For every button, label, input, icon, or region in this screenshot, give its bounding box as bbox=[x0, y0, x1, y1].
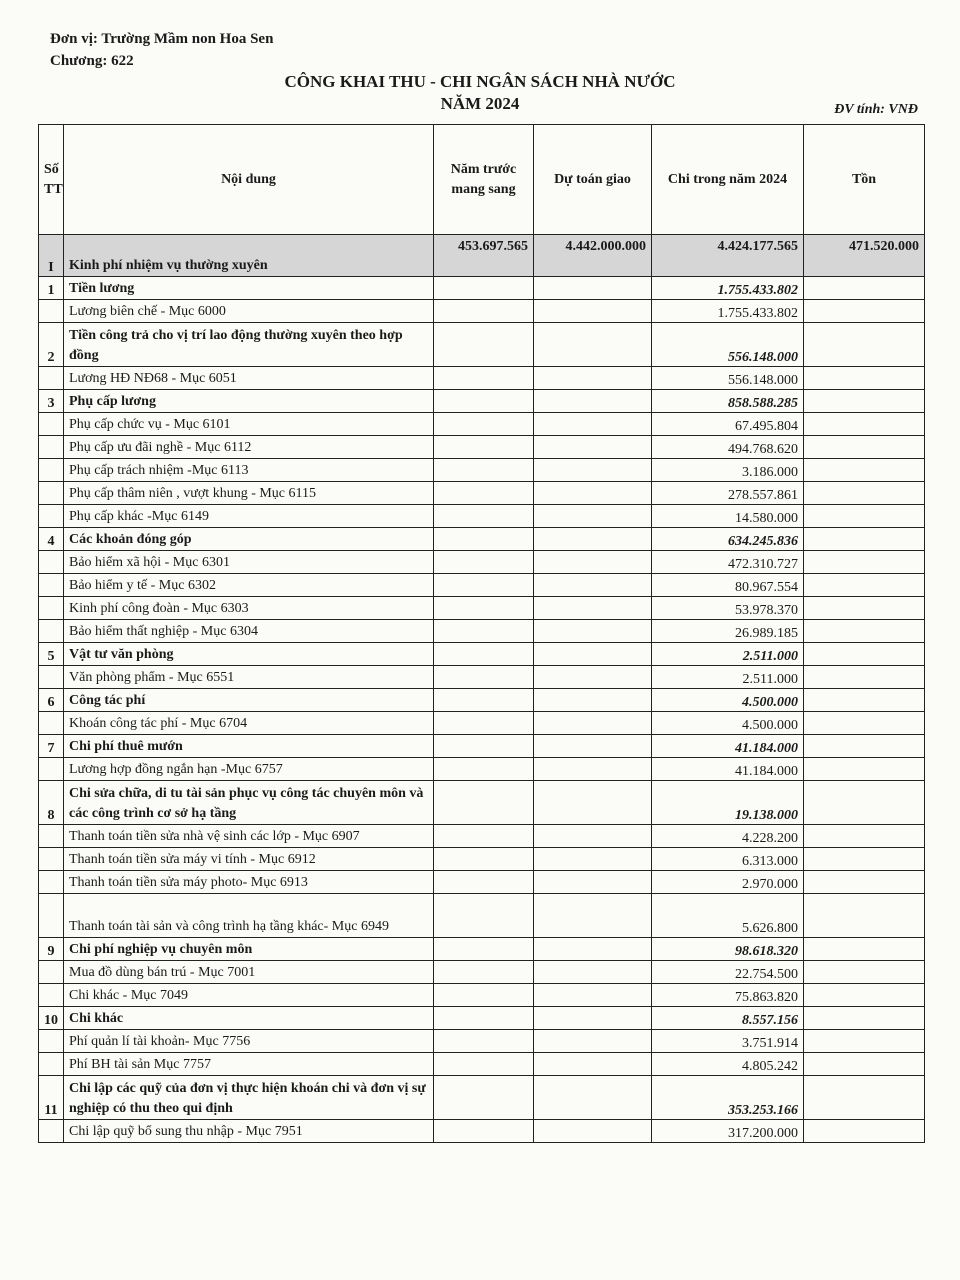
row-estimate bbox=[534, 825, 652, 848]
row-prev-year bbox=[434, 871, 534, 894]
row-content: Tiền công trả cho vị trí lao động thường xuyên theo hợp đồng bbox=[64, 323, 434, 367]
row-prev-year bbox=[434, 825, 534, 848]
row-stt bbox=[39, 482, 64, 505]
row-stt: 4 bbox=[39, 528, 64, 551]
row-stt bbox=[39, 712, 64, 735]
row-content: Chi sửa chữa, di tu tài sản phục vụ công tác chuyên môn và các công trình cơ sở hạ tầng bbox=[64, 781, 434, 825]
row-amount: 4.500.000 bbox=[652, 712, 804, 735]
row-balance bbox=[804, 825, 925, 848]
row-prev-year bbox=[434, 436, 534, 459]
row-balance bbox=[804, 689, 925, 712]
section-stt: I bbox=[39, 235, 64, 277]
section-row bbox=[39, 235, 925, 277]
row-content: Lương biên chế - Mục 6000 bbox=[64, 300, 434, 323]
row-estimate bbox=[534, 413, 652, 436]
row-balance bbox=[804, 551, 925, 574]
col-header-spent: Chi trong năm 2024 bbox=[652, 125, 804, 235]
row-amount: 4.805.242 bbox=[652, 1053, 804, 1076]
section-content: Kinh phí nhiệm vụ thường xuyên bbox=[64, 235, 434, 277]
row-content: Phụ cấp lương bbox=[64, 390, 434, 413]
row-amount: 556.148.000 bbox=[652, 367, 804, 390]
row-estimate bbox=[534, 666, 652, 689]
row-balance bbox=[804, 1120, 925, 1143]
currency-unit: ĐV tính: VNĐ bbox=[834, 102, 918, 117]
row-stt bbox=[39, 871, 64, 894]
table-row bbox=[39, 367, 925, 390]
row-amount: 3.751.914 bbox=[652, 1030, 804, 1053]
row-content: Chi phí nghiệp vụ chuyên môn bbox=[64, 938, 434, 961]
row-balance bbox=[804, 367, 925, 390]
row-content: Chi phí thuê mướn bbox=[64, 735, 434, 758]
row-stt: 11 bbox=[39, 1076, 64, 1120]
row-estimate bbox=[534, 758, 652, 781]
row-prev-year bbox=[434, 367, 534, 390]
row-estimate bbox=[534, 848, 652, 871]
row-balance bbox=[804, 848, 925, 871]
row-amount: 472.310.727 bbox=[652, 551, 804, 574]
table-header-row bbox=[39, 125, 925, 235]
col-header-stt: Số TT bbox=[39, 125, 64, 235]
row-amount: 278.557.861 bbox=[652, 482, 804, 505]
table-row bbox=[39, 413, 925, 436]
row-prev-year bbox=[434, 961, 534, 984]
table-row bbox=[39, 459, 925, 482]
table-row bbox=[39, 436, 925, 459]
table-row bbox=[39, 848, 925, 871]
row-balance bbox=[804, 390, 925, 413]
table-row bbox=[39, 551, 925, 574]
row-balance bbox=[804, 758, 925, 781]
row-content: Phụ cấp ưu đãi nghề - Mục 6112 bbox=[64, 436, 434, 459]
row-estimate bbox=[534, 1053, 652, 1076]
row-stt: 7 bbox=[39, 735, 64, 758]
col-header-prev-year: Năm trước mang sang bbox=[434, 125, 534, 235]
row-content: Các khoản đóng góp bbox=[64, 528, 434, 551]
table-row bbox=[39, 666, 925, 689]
row-estimate bbox=[534, 643, 652, 666]
row-content: Thanh toán tiền sửa nhà vệ sinh các lớp - Mục 6907 bbox=[64, 825, 434, 848]
row-content: Phụ cấp thâm niên , vượt khung - Mục 6115 bbox=[64, 482, 434, 505]
table-row bbox=[39, 620, 925, 643]
row-amount: 556.148.000 bbox=[652, 323, 804, 367]
row-estimate bbox=[534, 528, 652, 551]
row-prev-year bbox=[434, 551, 534, 574]
row-stt bbox=[39, 367, 64, 390]
chapter-label: Chương: 622 bbox=[50, 53, 134, 69]
table-row bbox=[39, 894, 925, 938]
row-balance bbox=[804, 1030, 925, 1053]
row-balance bbox=[804, 894, 925, 938]
row-stt: 10 bbox=[39, 1007, 64, 1030]
row-prev-year bbox=[434, 1053, 534, 1076]
document-header bbox=[50, 28, 273, 72]
row-estimate bbox=[534, 781, 652, 825]
row-content: Chi lập quỹ bổ sung thu nhập - Mục 7951 bbox=[64, 1120, 434, 1143]
row-amount: 14.580.000 bbox=[652, 505, 804, 528]
row-content: Lương HĐ NĐ68 - Mục 6051 bbox=[64, 367, 434, 390]
row-stt: 2 bbox=[39, 323, 64, 367]
row-prev-year bbox=[434, 323, 534, 367]
row-estimate bbox=[534, 689, 652, 712]
row-prev-year bbox=[434, 1030, 534, 1053]
row-estimate bbox=[534, 894, 652, 938]
row-balance bbox=[804, 277, 925, 300]
group-row bbox=[39, 643, 925, 666]
row-prev-year bbox=[434, 528, 534, 551]
group-row bbox=[39, 323, 925, 367]
row-amount: 41.184.000 bbox=[652, 735, 804, 758]
row-content: Bảo hiểm thất nghiệp - Mục 6304 bbox=[64, 620, 434, 643]
row-amount: 67.495.804 bbox=[652, 413, 804, 436]
row-balance bbox=[804, 1007, 925, 1030]
row-stt bbox=[39, 620, 64, 643]
row-estimate bbox=[534, 277, 652, 300]
budget-table bbox=[38, 124, 925, 1143]
row-stt bbox=[39, 300, 64, 323]
row-content: Tiền lương bbox=[64, 277, 434, 300]
row-balance bbox=[804, 712, 925, 735]
row-amount: 4.500.000 bbox=[652, 689, 804, 712]
row-stt bbox=[39, 758, 64, 781]
row-stt bbox=[39, 1030, 64, 1053]
row-content: Chi khác bbox=[64, 1007, 434, 1030]
row-estimate bbox=[534, 984, 652, 1007]
row-prev-year bbox=[434, 413, 534, 436]
row-amount: 41.184.000 bbox=[652, 758, 804, 781]
row-balance bbox=[804, 528, 925, 551]
row-amount: 8.557.156 bbox=[652, 1007, 804, 1030]
group-row bbox=[39, 390, 925, 413]
row-content: Phí quản lí tài khoản- Mục 7756 bbox=[64, 1030, 434, 1053]
row-amount: 634.245.836 bbox=[652, 528, 804, 551]
group-row bbox=[39, 1007, 925, 1030]
row-prev-year bbox=[434, 848, 534, 871]
row-stt bbox=[39, 436, 64, 459]
group-row bbox=[39, 781, 925, 825]
row-stt: 1 bbox=[39, 277, 64, 300]
row-content: Phí BH tài sản Mục 7757 bbox=[64, 1053, 434, 1076]
unit-label: Đơn vị: Trường Mầm non Hoa Sen bbox=[50, 31, 274, 47]
row-estimate bbox=[534, 712, 652, 735]
row-balance bbox=[804, 620, 925, 643]
row-content: Phụ cấp khác -Mục 6149 bbox=[64, 505, 434, 528]
row-amount: 2.511.000 bbox=[652, 643, 804, 666]
row-amount: 2.511.000 bbox=[652, 666, 804, 689]
row-prev-year bbox=[434, 620, 534, 643]
row-stt bbox=[39, 1053, 64, 1076]
row-balance bbox=[804, 300, 925, 323]
row-content: Khoán công tác phí - Mục 6704 bbox=[64, 712, 434, 735]
table-row bbox=[39, 482, 925, 505]
row-content: Lương hợp đồng ngắn hạn -Mục 6757 bbox=[64, 758, 434, 781]
row-content: Văn phòng phẩm - Mục 6551 bbox=[64, 666, 434, 689]
row-estimate bbox=[534, 597, 652, 620]
row-estimate bbox=[534, 735, 652, 758]
group-row bbox=[39, 528, 925, 551]
row-prev-year bbox=[434, 1076, 534, 1120]
row-amount: 4.228.200 bbox=[652, 825, 804, 848]
col-header-content: Nội dung bbox=[64, 125, 434, 235]
row-estimate bbox=[534, 620, 652, 643]
row-balance bbox=[804, 666, 925, 689]
group-row bbox=[39, 938, 925, 961]
row-stt bbox=[39, 848, 64, 871]
col-header-balance: Tồn bbox=[804, 125, 925, 235]
table-row bbox=[39, 871, 925, 894]
row-content: Vật tư văn phòng bbox=[64, 643, 434, 666]
table-row bbox=[39, 1030, 925, 1053]
row-content: Phụ cấp chức vụ - Mục 6101 bbox=[64, 413, 434, 436]
row-amount: 19.138.000 bbox=[652, 781, 804, 825]
row-stt: 8 bbox=[39, 781, 64, 825]
row-content: Thanh toán tiền sửa máy photo- Mục 6913 bbox=[64, 871, 434, 894]
row-content: Mua đồ dùng bán trú - Mục 7001 bbox=[64, 961, 434, 984]
row-balance bbox=[804, 459, 925, 482]
table-row bbox=[39, 1053, 925, 1076]
row-prev-year bbox=[434, 390, 534, 413]
table-row bbox=[39, 505, 925, 528]
row-stt bbox=[39, 825, 64, 848]
row-estimate bbox=[534, 1030, 652, 1053]
group-row bbox=[39, 689, 925, 712]
table-row bbox=[39, 961, 925, 984]
row-prev-year bbox=[434, 781, 534, 825]
row-amount: 5.626.800 bbox=[652, 894, 804, 938]
row-balance bbox=[804, 1053, 925, 1076]
row-content: Bảo hiểm y tế - Mục 6302 bbox=[64, 574, 434, 597]
group-row bbox=[39, 1076, 925, 1120]
row-estimate bbox=[534, 367, 652, 390]
group-row bbox=[39, 735, 925, 758]
section-prev-year: 453.697.565 bbox=[434, 235, 534, 277]
table-row bbox=[39, 712, 925, 735]
row-estimate bbox=[534, 436, 652, 459]
row-balance bbox=[804, 961, 925, 984]
row-stt bbox=[39, 894, 64, 938]
row-stt: 3 bbox=[39, 390, 64, 413]
table-row bbox=[39, 984, 925, 1007]
row-amount: 1.755.433.802 bbox=[652, 277, 804, 300]
row-estimate bbox=[534, 505, 652, 528]
row-balance bbox=[804, 436, 925, 459]
row-stt bbox=[39, 574, 64, 597]
row-amount: 858.588.285 bbox=[652, 390, 804, 413]
row-balance bbox=[804, 871, 925, 894]
row-amount: 98.618.320 bbox=[652, 938, 804, 961]
row-prev-year bbox=[434, 938, 534, 961]
row-balance bbox=[804, 574, 925, 597]
table-row bbox=[39, 574, 925, 597]
row-balance bbox=[804, 735, 925, 758]
row-prev-year bbox=[434, 712, 534, 735]
row-stt bbox=[39, 666, 64, 689]
row-prev-year bbox=[434, 666, 534, 689]
row-balance bbox=[804, 1076, 925, 1120]
table-row bbox=[39, 758, 925, 781]
row-estimate bbox=[534, 459, 652, 482]
row-content: Bảo hiểm xã hội - Mục 6301 bbox=[64, 551, 434, 574]
row-stt bbox=[39, 459, 64, 482]
row-balance bbox=[804, 323, 925, 367]
row-amount: 22.754.500 bbox=[652, 961, 804, 984]
row-stt bbox=[39, 551, 64, 574]
row-prev-year bbox=[434, 1007, 534, 1030]
row-estimate bbox=[534, 323, 652, 367]
table-row bbox=[39, 597, 925, 620]
row-balance bbox=[804, 413, 925, 436]
row-estimate bbox=[534, 482, 652, 505]
row-balance bbox=[804, 482, 925, 505]
row-stt bbox=[39, 505, 64, 528]
row-amount: 53.978.370 bbox=[652, 597, 804, 620]
row-content: Chi lập các quỹ của đơn vị thực hiện khoán chi và đơn vị sự nghiệp có thu theo qui định bbox=[64, 1076, 434, 1120]
row-prev-year bbox=[434, 505, 534, 528]
row-balance bbox=[804, 505, 925, 528]
row-estimate bbox=[534, 961, 652, 984]
row-estimate bbox=[534, 1120, 652, 1143]
row-prev-year bbox=[434, 758, 534, 781]
table-row bbox=[39, 825, 925, 848]
row-stt bbox=[39, 961, 64, 984]
row-stt bbox=[39, 413, 64, 436]
row-stt bbox=[39, 597, 64, 620]
group-row bbox=[39, 277, 925, 300]
row-content: Phụ cấp trách nhiệm -Mục 6113 bbox=[64, 459, 434, 482]
section-estimate: 4.442.000.000 bbox=[534, 235, 652, 277]
row-content: Công tác phí bbox=[64, 689, 434, 712]
row-stt bbox=[39, 984, 64, 1007]
row-stt bbox=[39, 1120, 64, 1143]
row-estimate bbox=[534, 871, 652, 894]
row-amount: 353.253.166 bbox=[652, 1076, 804, 1120]
section-spent: 4.424.177.565 bbox=[652, 235, 804, 277]
table-row bbox=[39, 1120, 925, 1143]
row-amount: 317.200.000 bbox=[652, 1120, 804, 1143]
row-estimate bbox=[534, 300, 652, 323]
row-content: Thanh toán tiền sửa máy vi tính - Mục 6912 bbox=[64, 848, 434, 871]
row-estimate bbox=[534, 551, 652, 574]
row-amount: 494.768.620 bbox=[652, 436, 804, 459]
row-amount: 75.863.820 bbox=[652, 984, 804, 1007]
row-amount: 26.989.185 bbox=[652, 620, 804, 643]
row-amount: 80.967.554 bbox=[652, 574, 804, 597]
row-balance bbox=[804, 938, 925, 961]
table-row bbox=[39, 300, 925, 323]
row-stt: 9 bbox=[39, 938, 64, 961]
row-amount: 2.970.000 bbox=[652, 871, 804, 894]
row-prev-year bbox=[434, 643, 534, 666]
row-amount: 1.755.433.802 bbox=[652, 300, 804, 323]
row-prev-year bbox=[434, 1120, 534, 1143]
col-header-estimate: Dự toán giao bbox=[534, 125, 652, 235]
row-balance bbox=[804, 781, 925, 825]
row-estimate bbox=[534, 938, 652, 961]
row-stt: 6 bbox=[39, 689, 64, 712]
row-prev-year bbox=[434, 597, 534, 620]
row-estimate bbox=[534, 1007, 652, 1030]
row-prev-year bbox=[434, 984, 534, 1007]
row-prev-year bbox=[434, 459, 534, 482]
row-prev-year bbox=[434, 482, 534, 505]
document-year: NĂM 2024 bbox=[440, 94, 520, 113]
row-estimate bbox=[534, 390, 652, 413]
row-balance bbox=[804, 597, 925, 620]
row-estimate bbox=[534, 1076, 652, 1120]
row-content: Kinh phí công đoàn - Mục 6303 bbox=[64, 597, 434, 620]
row-stt: 5 bbox=[39, 643, 64, 666]
row-balance bbox=[804, 984, 925, 1007]
row-estimate bbox=[534, 574, 652, 597]
row-content: Thanh toán tài sản và công trình hạ tầng khác- Mục 6949 bbox=[64, 894, 434, 938]
row-amount: 6.313.000 bbox=[652, 848, 804, 871]
row-prev-year bbox=[434, 735, 534, 758]
row-amount: 3.186.000 bbox=[652, 459, 804, 482]
row-prev-year bbox=[434, 574, 534, 597]
row-prev-year bbox=[434, 300, 534, 323]
section-balance: 471.520.000 bbox=[804, 235, 925, 277]
row-prev-year bbox=[434, 689, 534, 712]
row-prev-year bbox=[434, 894, 534, 938]
row-balance bbox=[804, 643, 925, 666]
document-title: CÔNG KHAI THU - CHI NGÂN SÁCH NHÀ NƯỚC bbox=[284, 72, 676, 91]
row-prev-year bbox=[434, 277, 534, 300]
row-content: Chi khác - Mục 7049 bbox=[64, 984, 434, 1007]
